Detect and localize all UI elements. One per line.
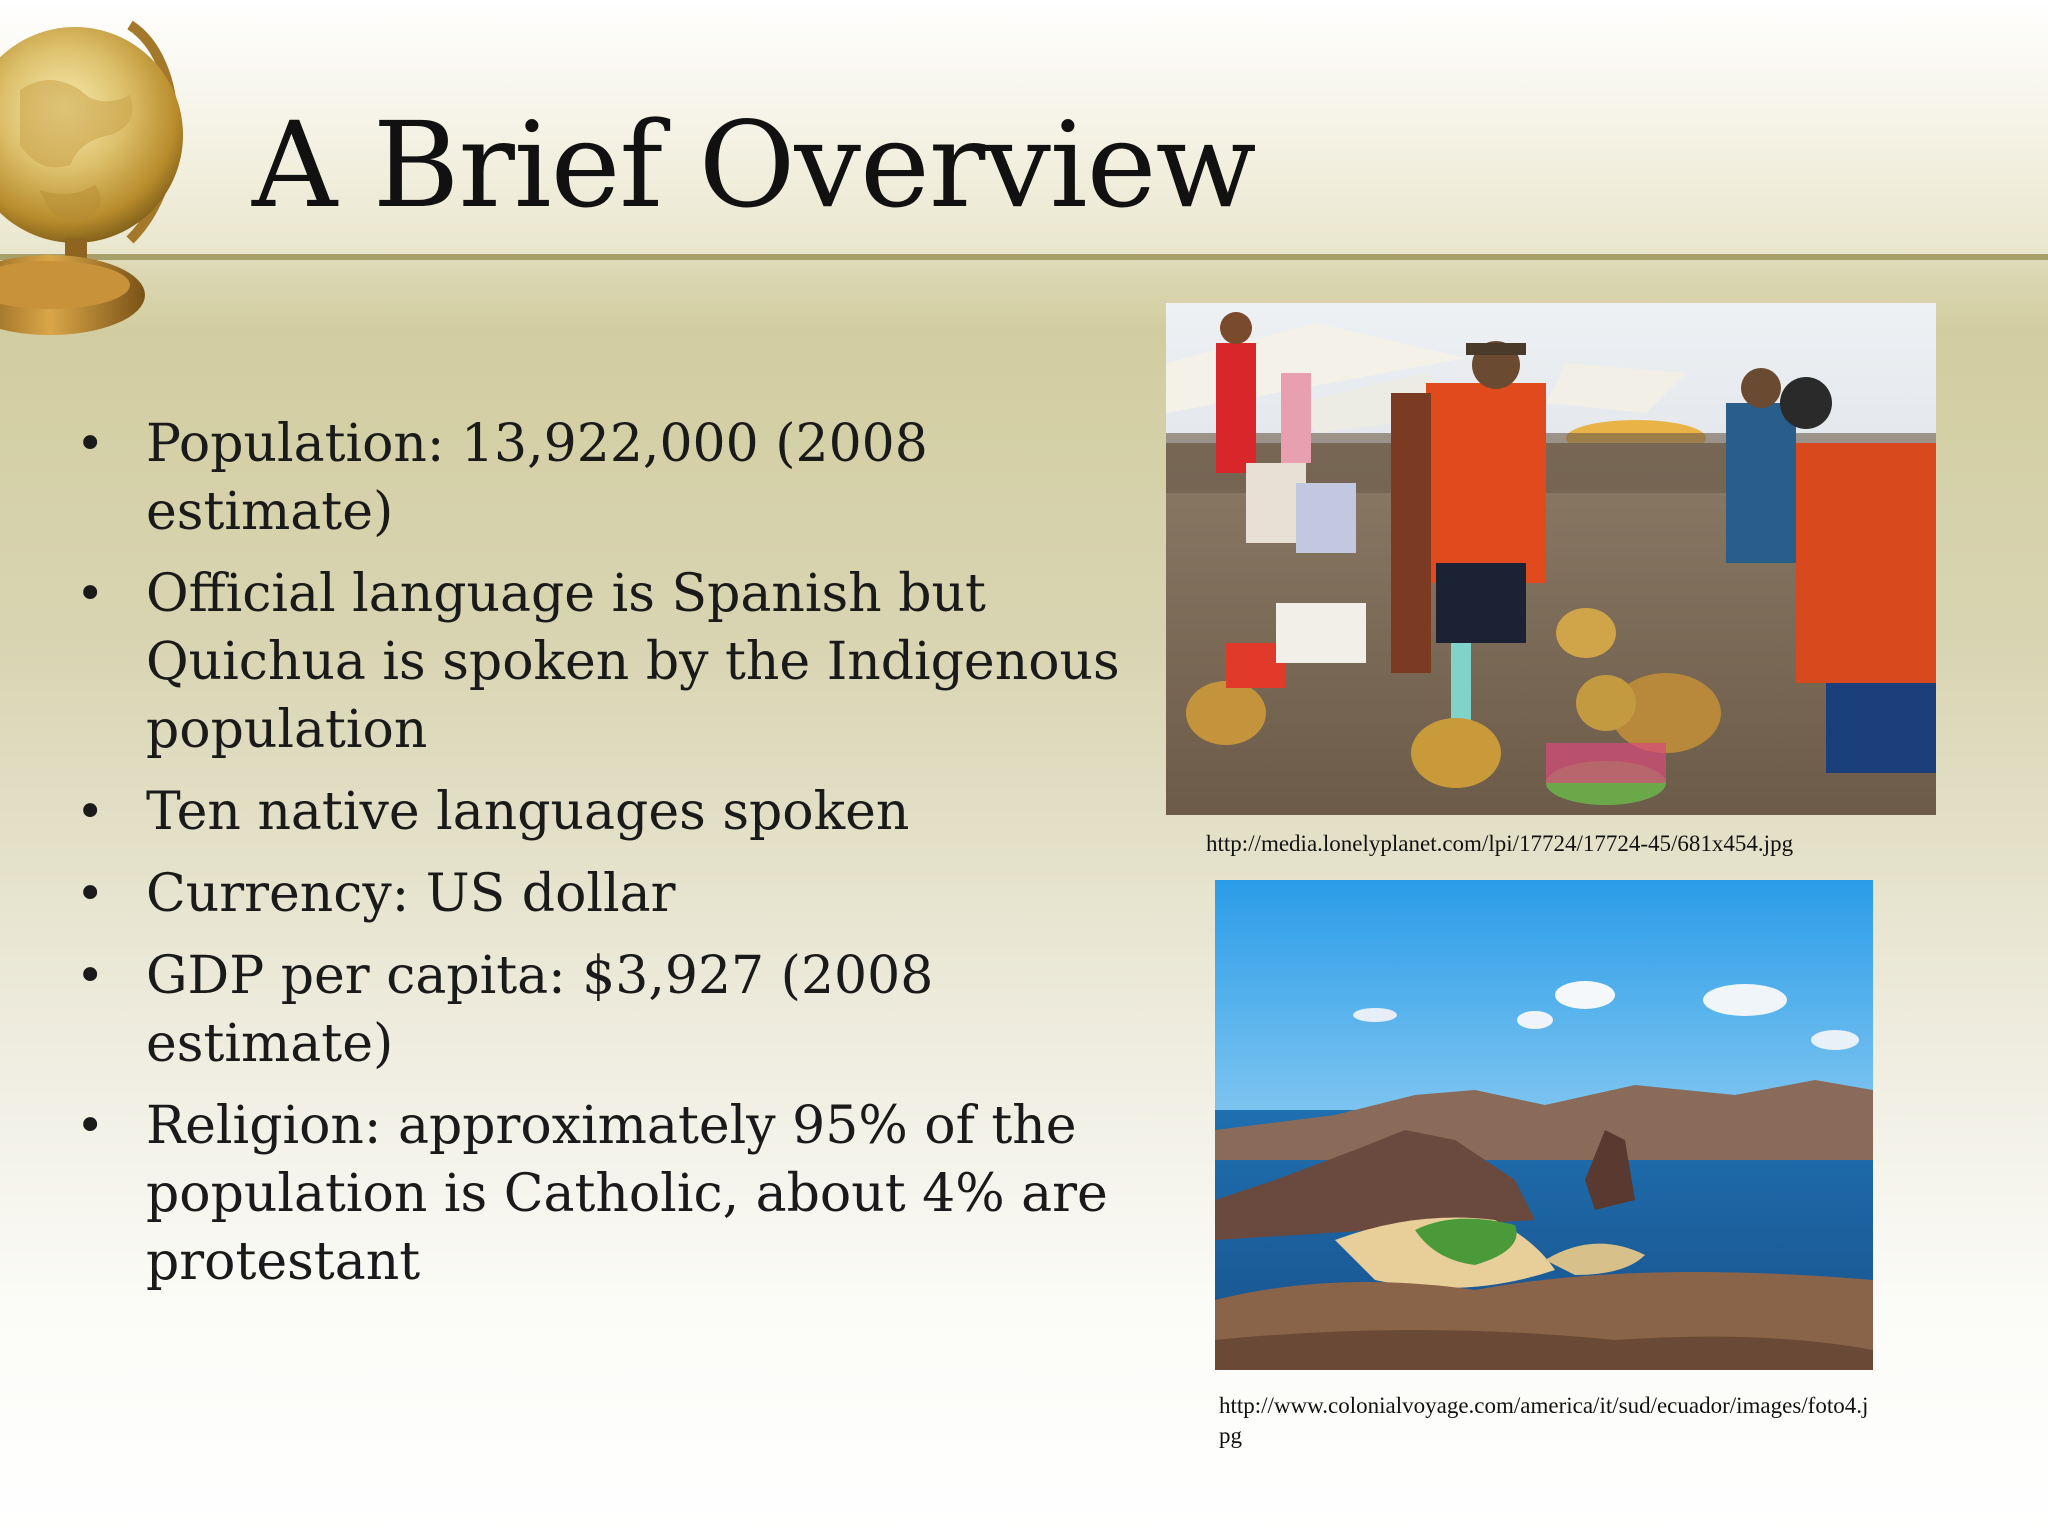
market-photo [1166,303,1936,815]
bullet-list [62,410,1142,1310]
bullet-icon: • [76,566,105,622]
bullet-item [62,778,1142,846]
header-divider [0,254,2048,260]
globe-icon [0,0,200,340]
bullet-text: Ten native languages spoken [146,782,910,842]
island-landscape-photo [1215,880,1873,1370]
image-caption: http://www.colonialvoyage.com/america/it/sud/ecuador/images/foto4.jpg [1219,1393,1869,1448]
bullet-icon: • [76,1098,105,1154]
bullet-icon: • [76,416,105,472]
bullet-text: GDP per capita: $3,927 (2008 estimate) [146,946,934,1074]
bullet-item [62,560,1142,764]
bullet-icon: • [76,948,105,1004]
bullet-icon: • [76,866,105,922]
bullet-text: Official language is Spanish but Quichua is spoken by the Indigenous population [146,564,1120,760]
bullet-text: Population: 13,922,000 (2008 estimate) [146,414,928,542]
bullet-text: Currency: US dollar [146,864,676,924]
bullet-item [62,410,1142,546]
bullet-item [62,860,1142,928]
bullet-item [62,942,1142,1078]
image-caption: http://media.lonelyplanet.com/lpi/17724/17724-45/681x454.jpg [1206,831,1794,856]
slide-title: A Brief Overview [252,96,1256,234]
bullet-text: Religion: approximately 95% of the population is Catholic, about 4% are protestant [146,1096,1108,1292]
bullet-icon: • [76,784,105,840]
bullet-item [62,1092,1142,1296]
